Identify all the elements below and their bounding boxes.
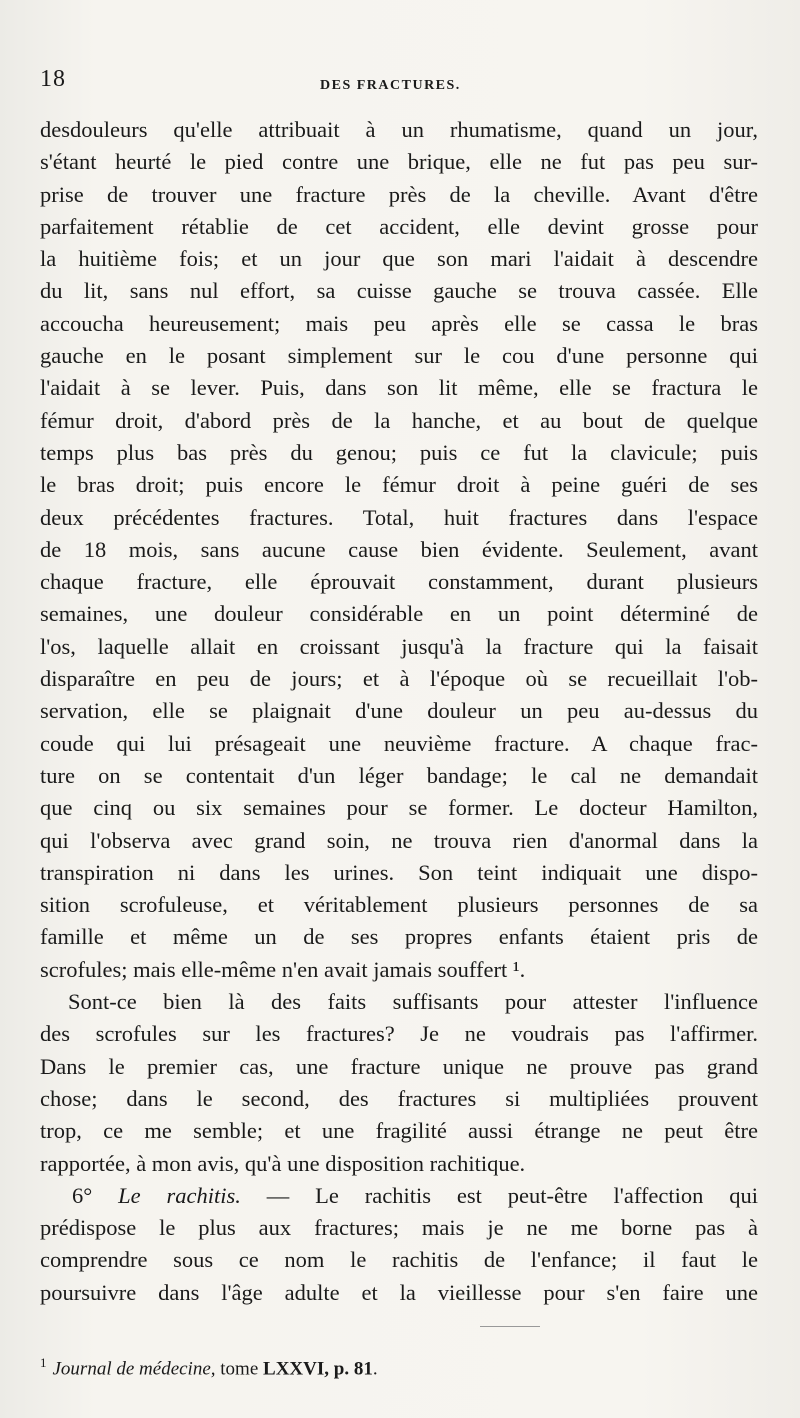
page-header [40, 66, 760, 98]
text-line: chose; dans le second, des fractures si multipliées prouvent [40, 1085, 758, 1111]
text-line: Sont-ce bien là des faits suffisants pour attester l'influence [68, 989, 758, 1015]
text-line: servation, elle se plaignait d'une douleur un peu au-dessus du [40, 698, 758, 724]
text-line: des scrofules sur les fractures? Je ne voudrais pas l'affirmer. [40, 1021, 758, 1047]
footnote-end: . [372, 1358, 378, 1380]
running-title: DES FRACTURES. [320, 78, 461, 93]
footnote-mark: 1 [40, 1355, 47, 1370]
text-line: accoucha heureusement; mais peu après elle se cassa le bras [40, 310, 758, 336]
text-line: parfaitement rétablie de cet accident, elle devint grosse pour [40, 213, 758, 239]
text-line: qui l'observa avec grand soin, ne trouva rien d'anormal dans la [40, 827, 758, 853]
text-line: prise de trouver une fracture près de la cheville. Avant d'être [40, 181, 758, 207]
text-line: temps plus bas près du genou; puis ce fut la clavicule; puis [40, 439, 758, 465]
section-heading: Le rachitis. [118, 1182, 241, 1208]
text-line: comprendre sous ce nom le rachitis de l'enfance; il faut le [40, 1247, 758, 1273]
text-line: transpiration ni dans les urines. Son teint indiquait une dispo- [40, 859, 758, 885]
page-number: 18 [40, 66, 66, 92]
text-line: disparaître en peu de jours; et à l'époque où se recueillait l'ob- [40, 666, 758, 692]
text-line: coude qui lui présageait une neuvième fracture. A chaque frac- [40, 730, 758, 756]
body-text [40, 114, 758, 1309]
text-line: sition scrofuleuse, et véritablement plusieurs personnes de sa [40, 892, 758, 918]
footnote [40, 1350, 760, 1382]
footnote-divider [480, 1326, 540, 1327]
text-line: rapportée, à mon avis, qu'à une disposition rachitique. [40, 1150, 526, 1176]
text-line: fémur droit, d'abord près de la hanche, et au bout de quelque [40, 407, 758, 433]
text-line: desdouleurs qu'elle attribuait à un rhumatisme, quand un jour, [40, 117, 758, 142]
text-line: scrofules; mais elle-même n'en avait jamais souffert ¹. [40, 956, 526, 982]
text-line: trop, ce me semble; et une fragilité aussi étrange ne peut être [40, 1118, 758, 1144]
text-line: l'aidait à se lever. Puis, dans son lit même, elle se fractura le [40, 375, 758, 401]
text-line: — Le rachitis est peut-être l'affection qui [266, 1182, 758, 1208]
text-line: ture on se contentait d'un léger bandage; le cal ne demandait [40, 762, 758, 788]
text-line: chaque fracture, elle éprouvait constamment, durant plusieurs [40, 569, 758, 595]
text-line: la huitième fois; et un jour que son mari l'aidait à descendre [40, 246, 758, 272]
text-line: que cinq ou six semaines pour se former. Le docteur Hamilton, [40, 795, 758, 821]
text-line: l'os, laquelle allait en croissant jusqu'à la fracture qui la faisait [40, 633, 758, 659]
text-line: le bras droit; puis encore le fémur droit à peine guéri de ses [40, 472, 758, 498]
footnote-tome-label: tome [220, 1358, 259, 1380]
text-line: Dans le premier cas, une fracture unique ne prouve pas grand [40, 1053, 758, 1079]
text-line: deux précédentes fractures. Total, huit fractures dans l'espace [40, 504, 758, 530]
text-line: semaines, une douleur considérable en un point déterminé de [40, 601, 758, 627]
text-line: du lit, sans nul effort, sa cuisse gauche se trouva cassée. Elle [40, 278, 758, 304]
text-line: gauche en le posant simplement sur le cou d'une personne qui [40, 343, 758, 369]
text-line: de 18 mois, sans aucune cause bien évidente. Seulement, avant [40, 536, 758, 562]
footnote-tome-number: LXXVI, p. 81 [263, 1358, 373, 1380]
section-heading-line [40, 1180, 758, 1212]
text-line: poursuivre dans l'âge adulte et la vieillesse pour s'en faire une [40, 1279, 758, 1305]
text-line: famille et même un de ses propres enfants étaient pris de [40, 924, 758, 950]
text-line: prédispose le plus aux fractures; mais je ne me borne pas à [40, 1215, 758, 1241]
footnote-journal: Journal de médecine, [52, 1358, 216, 1380]
text-line: s'étant heurté le pied contre une brique, elle ne fut pas peu sur- [40, 149, 758, 175]
section-number: 6° [72, 1182, 93, 1208]
